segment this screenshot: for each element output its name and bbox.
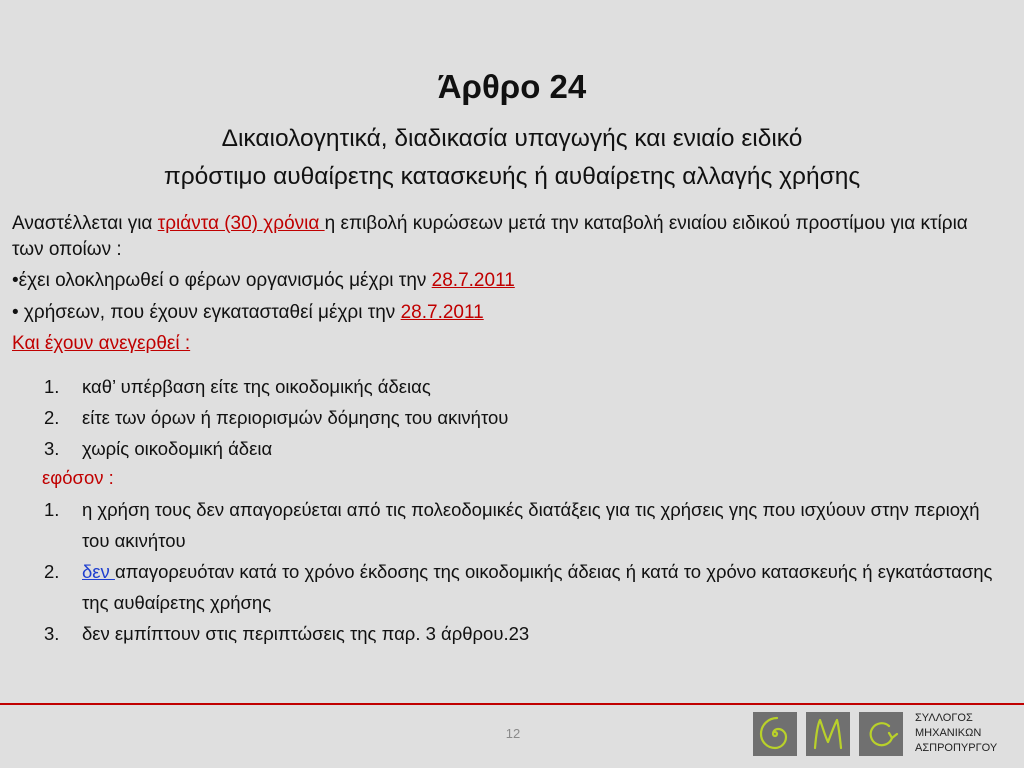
bullet-item xyxy=(12,299,1002,327)
list-highlight xyxy=(82,561,115,582)
slide-body xyxy=(12,211,1002,649)
condition-list xyxy=(44,494,1002,649)
subtitle-line-2: πρόστιμο αυθαίρετης κατασκευής ή αυθαίρετης αλλαγής χρήσης xyxy=(163,163,861,190)
list-item xyxy=(44,433,1002,464)
list-text: είτε των όρων ή περιορισμών δόμησης του ακινήτου xyxy=(82,407,509,428)
list-number: 2. xyxy=(44,407,60,428)
bullet-date: 28.7.2011 xyxy=(431,270,515,291)
intro-highlight: τριάντα (30) χρόνια xyxy=(157,213,325,234)
subhead: Και έχουν ανεγερθεί : xyxy=(12,333,191,354)
list-item xyxy=(44,618,1002,649)
page-number: 12 xyxy=(505,726,521,741)
slide-subtitle xyxy=(40,120,984,196)
list-highlight-word: δεν xyxy=(82,561,115,582)
list-number: 3. xyxy=(44,623,60,644)
list-item xyxy=(44,371,1002,402)
bullet-text: • χρήσεων, που έχουν εγκατασταθεί μέχρι την xyxy=(12,302,401,323)
bullet-text: •έχει ολοκληρωθεί ο φέρων οργανισμός μέχρι την xyxy=(12,270,432,291)
footer-divider xyxy=(0,703,1024,705)
slide-title: Άρθρο 24 xyxy=(437,68,587,105)
condition-label: εφόσον : xyxy=(42,467,114,488)
list-text: καθ’ υπέρβαση είτε της οικοδομικής άδειας xyxy=(82,376,431,397)
organization-name xyxy=(915,711,997,756)
intro-paragraph xyxy=(12,211,1002,263)
org-line-1: ΣΥΛΛΟΓΟΣ xyxy=(915,712,973,724)
list-text: απαγορευόταν κατά το χρόνο έκδοσης της οικοδομικής άδειας ή κατά το χρόνο κατασκευής ή εγκατάστασης της αυθαίρετης χρήσης xyxy=(82,561,993,613)
list-item xyxy=(44,494,1002,556)
list-number: 2. xyxy=(44,561,60,582)
bullet-date: 28.7.2011 xyxy=(400,302,484,323)
circle-arrow-icon xyxy=(859,712,903,756)
list-item xyxy=(44,402,1002,433)
subtitle-line-1: Δικαιολογητικά, διαδικασία υπαγωγής και ενιαίο ειδικό xyxy=(221,125,803,152)
intro-before: Αναστέλλεται για xyxy=(12,213,158,234)
m-letter-icon xyxy=(806,712,850,756)
list-number: 3. xyxy=(44,438,60,459)
list-number: 1. xyxy=(44,499,60,520)
list-text: χωρίς οικοδομική άδεια xyxy=(82,438,273,459)
list-text: η χρήση τους δεν απαγορεύεται από τις πολεοδομικές διατάξεις για τις χρήσεις γης που ισχύουν στην περιοχή του ακινήτου xyxy=(82,499,980,551)
list-number: 1. xyxy=(44,376,60,397)
list-item xyxy=(44,556,1002,618)
intro-after: η επιβολή κυρώσεων μετά την καταβολή ενιαίου ειδικού προστίμου για κτίρια των οποίων : xyxy=(12,213,968,260)
bullet-item xyxy=(12,267,1002,295)
org-line-2: ΜΗΧΑΝΙΚΩΝ xyxy=(915,727,982,739)
spiral-icon xyxy=(753,712,797,756)
construction-list xyxy=(44,371,1002,464)
org-line-3: ΑΣΠΡΟΠΥΡΓΟΥ xyxy=(915,742,998,754)
list-text: δεν εμπίπτουν στις περιπτώσεις της παρ. 3 άρθρου.23 xyxy=(82,623,530,644)
